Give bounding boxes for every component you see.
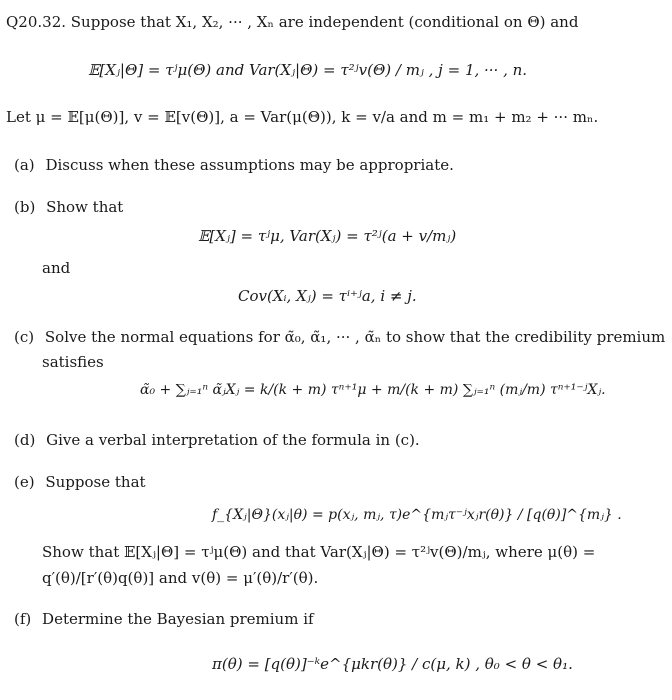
part-d — [14, 430, 420, 450]
part-d-label: (d) — [14, 431, 36, 449]
part-a — [14, 155, 454, 175]
part-d-text: Give a verbal interpretation of the formula in (c). — [46, 431, 420, 449]
problem-intro — [6, 12, 578, 32]
assumption-equation — [88, 60, 527, 80]
definitions-line — [6, 107, 598, 127]
part-c-equation-text: α̃₀ + ∑ⱼ₌₁ⁿ α̃ⱼXⱼ = k/(k + m) τⁿ⁺¹μ + m/(k + m) ∑ⱼ₌₁ⁿ (mⱼ/m) τⁿ⁺¹⁻ʲXⱼ. — [140, 382, 606, 398]
part-b-label: (b) — [14, 198, 36, 216]
part-b-equation-2-text: Cov(Xᵢ, Xⱼ) = τⁱ⁺ʲa, i ≠ j. — [238, 287, 417, 305]
part-f-equation-text: π(θ) = [q(θ)]⁻ᵏe^{μkr(θ)} / c(μ, k) , θ₀ < θ < θ₁. — [212, 655, 573, 673]
assumption-equation-text: 𝔼[Xⱼ|Θ] = τʲμ(Θ) and Var(Xⱼ|Θ) = τ²ʲv(Θ) / mⱼ , j = 1, ··· , n. — [88, 61, 528, 79]
part-b — [14, 197, 123, 217]
part-b-and — [42, 258, 70, 278]
part-a-label: (a) — [14, 156, 35, 174]
part-e-label: (e) — [14, 473, 35, 491]
part-e — [14, 472, 146, 492]
part-e-equation-text: f_{Xⱼ|Θ}(xⱼ|θ) = p(xⱼ, mⱼ, τ)e^{mⱼτ⁻ʲxⱼr(θ)} / [q(θ)]^{mⱼ} . — [212, 507, 622, 523]
part-e-text: Suppose that — [45, 473, 146, 491]
part-e-equation — [212, 505, 622, 525]
part-c-satisfies — [42, 352, 104, 372]
part-f-label: (f) — [14, 610, 32, 628]
part-c — [14, 327, 665, 347]
part-f — [14, 609, 314, 629]
part-f-equation — [212, 654, 573, 674]
part-c-text-1: Solve the normal equations for α̃₀, α̃₁, ··· , α̃ₙ to show that the credibility premium — [44, 328, 666, 346]
problem-intro-text: Q20.32. Suppose that X₁, X₂, ··· , Xₙ are independent (conditional on Θ) and — [6, 13, 579, 31]
part-b-text: Show that — [46, 198, 124, 216]
part-b-and-text: and — [42, 259, 71, 277]
part-c-equation — [140, 380, 606, 400]
part-e-show-2 — [42, 568, 318, 588]
part-b-equation-2 — [238, 286, 417, 306]
part-b-equation-1-text: 𝔼[Xⱼ] = τʲμ, Var(Xⱼ) = τ²ʲ(a + v/mⱼ) — [198, 227, 457, 245]
part-c-text-2: satisfies — [42, 353, 104, 371]
part-b-equation-1 — [198, 226, 456, 246]
part-f-text: Determine the Bayesian premium if — [42, 610, 314, 628]
part-c-label: (c) — [14, 328, 35, 346]
part-e-show-1 — [42, 542, 595, 562]
part-a-text: Discuss when these assumptions may be appropriate. — [45, 156, 454, 174]
definitions-text: Let μ = 𝔼[μ(Θ)], v = 𝔼[v(Θ)], a = Var(μ(Θ)), k = v/a and m = m₁ + m₂ + ··· mₙ. — [6, 108, 599, 126]
part-e-show-1-text: Show that 𝔼[Xⱼ|Θ] = τʲμ(Θ) and that Var(Xⱼ|Θ) = τ²ʲv(Θ)/mⱼ, where μ(θ) = — [42, 543, 596, 561]
part-e-show-2-text: q′(θ)/[r′(θ)q(θ)] and v(θ) = μ′(θ)/r′(θ). — [42, 569, 319, 587]
